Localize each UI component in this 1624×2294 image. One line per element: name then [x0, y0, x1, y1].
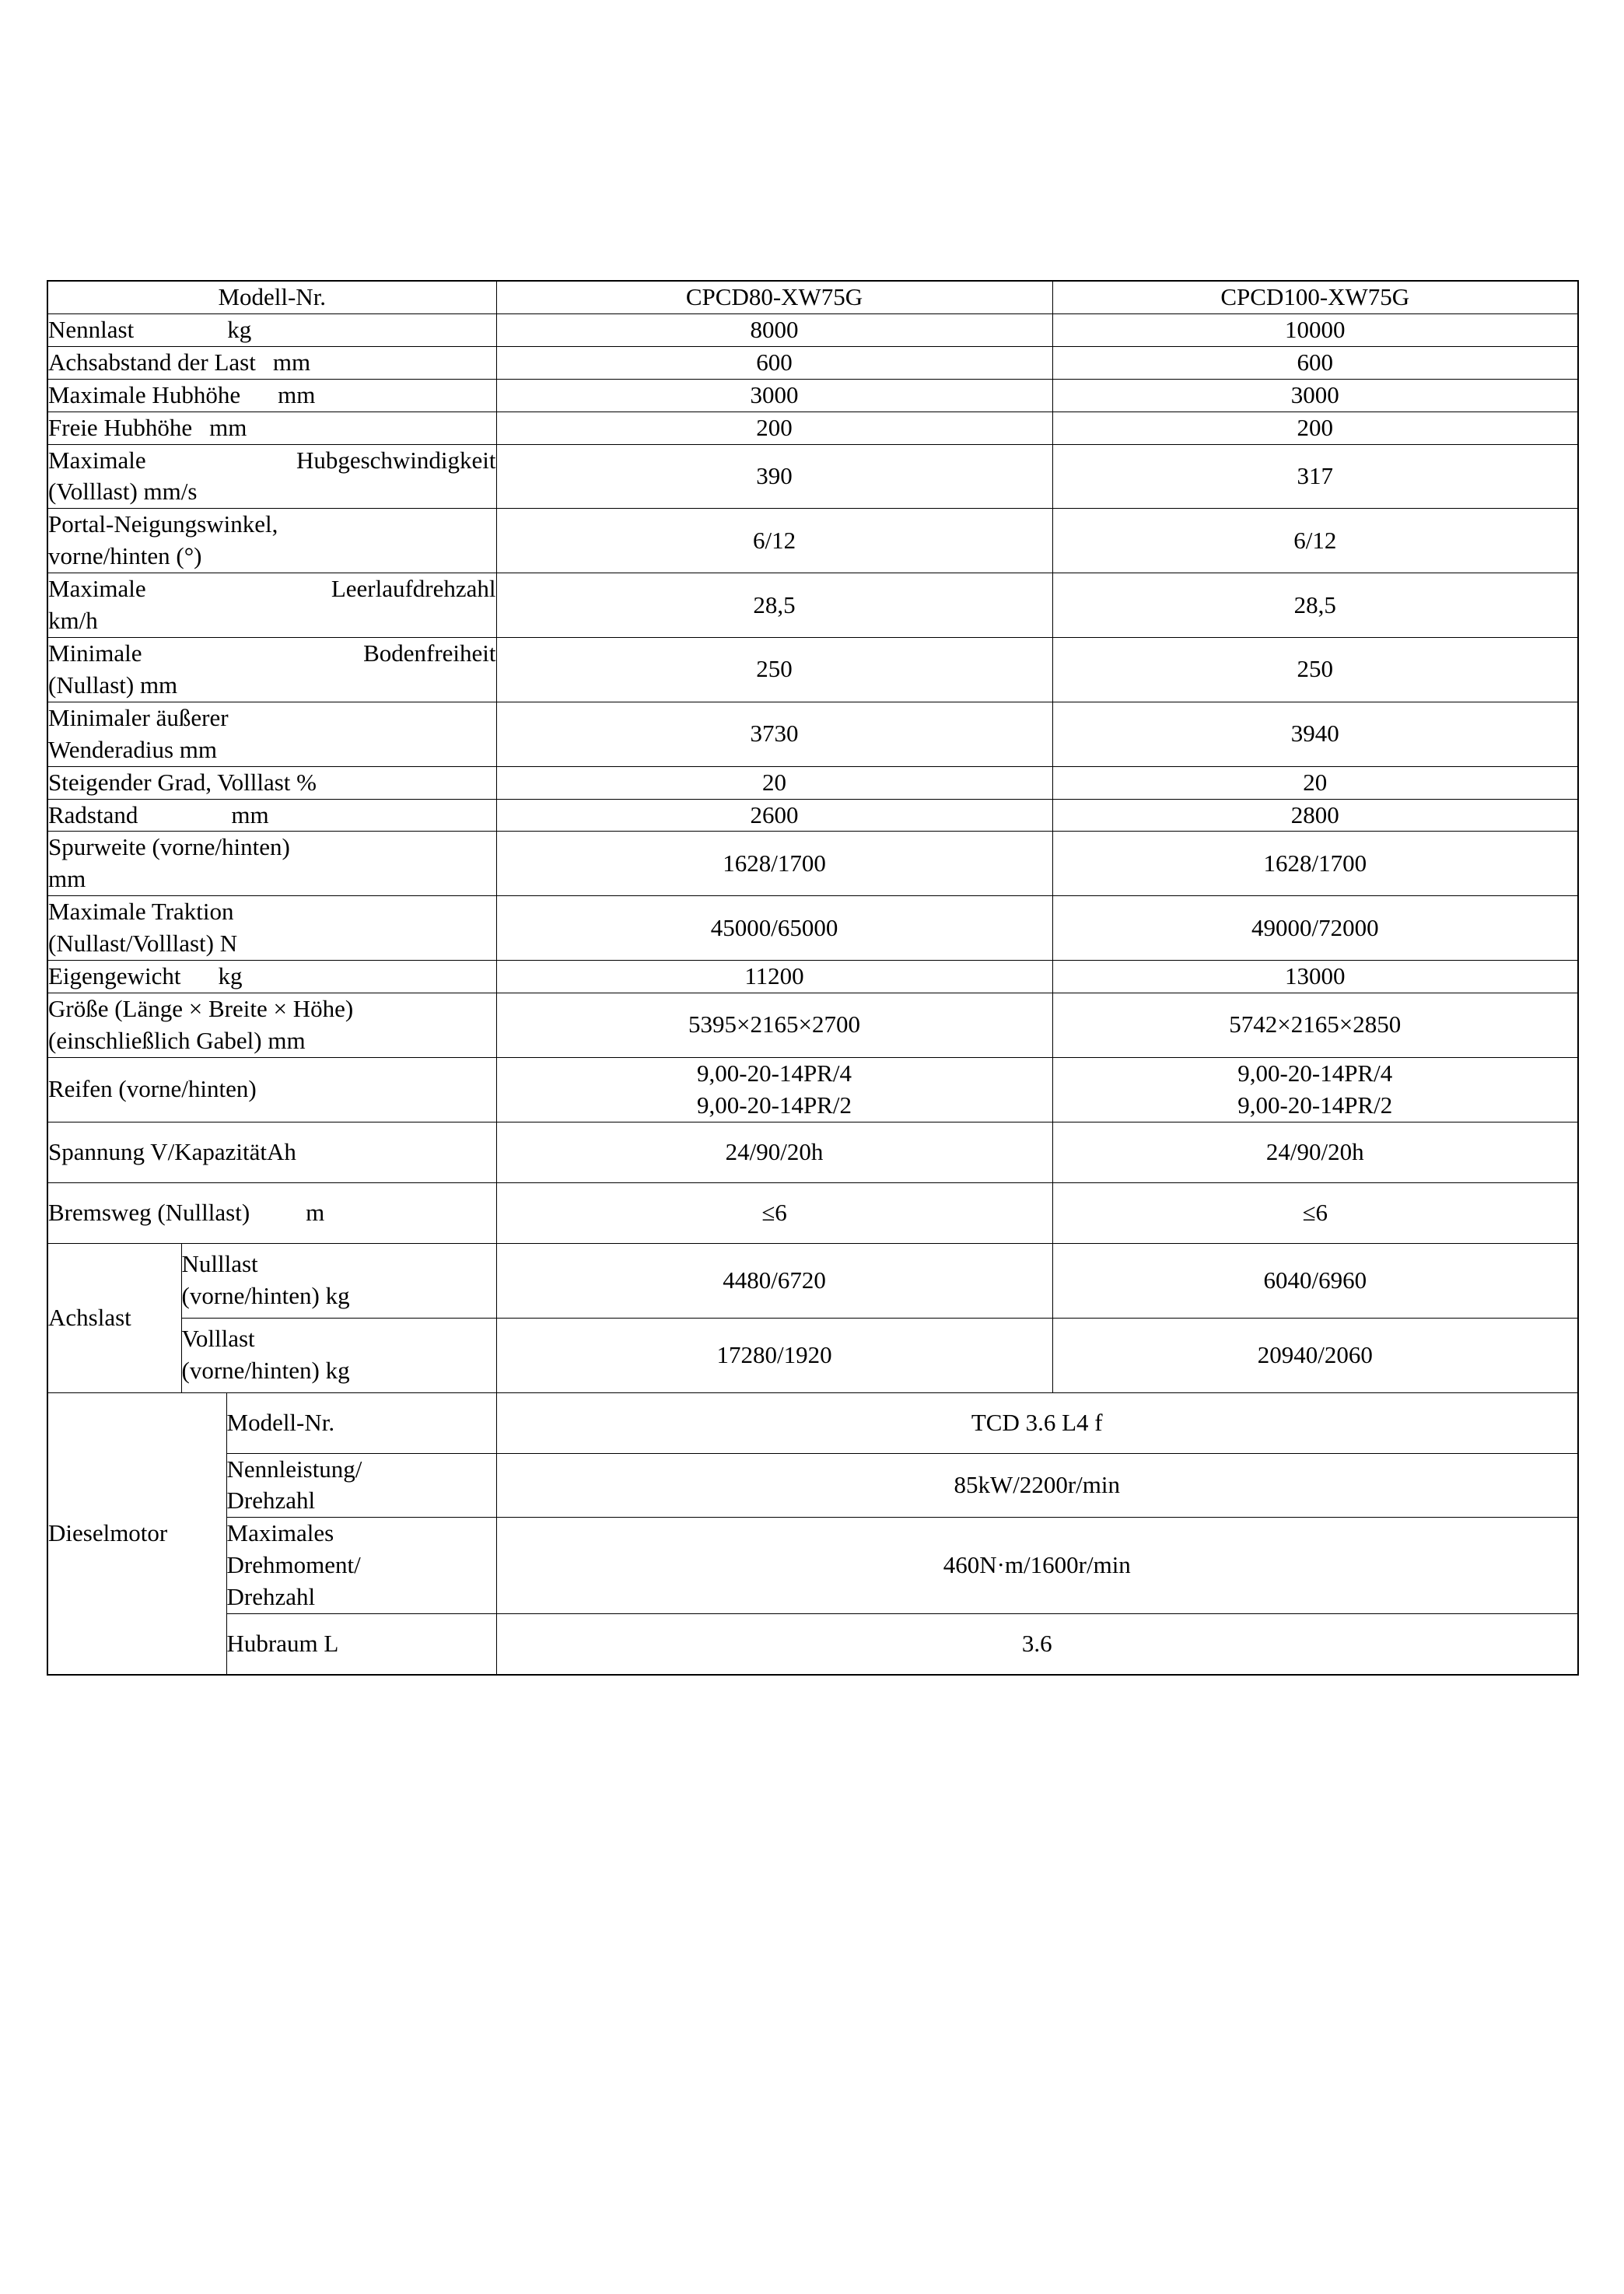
subrow-label — [226, 1453, 496, 1518]
group-label-axle-load: Achslast — [47, 1243, 181, 1392]
row-label — [47, 379, 496, 412]
table-row-engine-model — [47, 1392, 1578, 1453]
label-line-1: Minimale Bodenfreiheit — [48, 639, 496, 667]
sublabel-line-3: Drehzahl — [226, 1583, 316, 1611]
sublabel-line-1: Nulllast — [181, 1250, 258, 1278]
sublabel-line-1: Nennleistung/ — [226, 1455, 362, 1483]
row-label — [47, 702, 496, 766]
table-row — [47, 961, 1578, 993]
table-row — [47, 799, 1578, 832]
row-value-model2: 200 — [1052, 412, 1578, 444]
row-value-model1: 5395×2165×2700 — [496, 993, 1052, 1057]
row-value-merged: TCD 3.6 L4 f — [496, 1392, 1578, 1453]
row-value-model2: 13000 — [1052, 961, 1578, 993]
header-model-2: CPCD100-XW75G — [1052, 281, 1578, 313]
subrow-label — [181, 1318, 496, 1392]
label-line-2: Wenderadius mm — [48, 735, 218, 763]
row-value-model1: 600 — [496, 346, 1052, 379]
row-label: Spannung V/KapazitätAh — [47, 1122, 496, 1182]
value-line-2: 9,00-20-14PR/2 — [1237, 1091, 1393, 1119]
label-unit: mm — [231, 800, 269, 828]
row-value-model2: 317 — [1052, 444, 1578, 509]
table-row-engine-displacement — [47, 1614, 1578, 1675]
row-value-model2: 3000 — [1052, 379, 1578, 412]
row-label — [47, 346, 496, 379]
table-row — [47, 313, 1578, 346]
label-line-1: Maximale Hubgeschwindigkeit — [48, 446, 496, 474]
table-row — [47, 412, 1578, 444]
table-row — [47, 1182, 1578, 1243]
row-label — [47, 444, 496, 509]
row-label — [47, 993, 496, 1057]
table-row — [47, 379, 1578, 412]
row-label — [47, 412, 496, 444]
row-label: Steigender Grad, Volllast % — [47, 766, 496, 799]
row-value-model2: 6/12 — [1052, 509, 1578, 573]
table-row-axle-fullload — [47, 1318, 1578, 1392]
table-row — [47, 1057, 1578, 1122]
label-line-2: (einschließlich Gabel) mm — [48, 1026, 306, 1054]
row-value-model2: 5742×2165×2850 — [1052, 993, 1578, 1057]
table-row — [47, 573, 1578, 638]
row-value-model2: 20940/2060 — [1052, 1318, 1578, 1392]
value-line-1: 9,00-20-14PR/4 — [697, 1059, 852, 1087]
label-text: Achsabstand der Last — [48, 348, 256, 376]
row-value-model2: 10000 — [1052, 313, 1578, 346]
row-value-model1: 6/12 — [496, 509, 1052, 573]
row-value-model1: 24/90/20h — [496, 1122, 1052, 1182]
table-row — [47, 346, 1578, 379]
row-value-model2: 600 — [1052, 346, 1578, 379]
table-row — [47, 766, 1578, 799]
subrow-label: Modell-Nr. — [226, 1392, 496, 1453]
row-value-model1: ≤6 — [496, 1182, 1052, 1243]
row-value-model2: 3940 — [1052, 702, 1578, 766]
value-line-1: 9,00-20-14PR/4 — [1237, 1059, 1393, 1087]
label-text: Eigengewicht — [48, 962, 181, 990]
sublabel-line-2: (vorne/hinten) kg — [181, 1282, 350, 1310]
table-row — [47, 1122, 1578, 1182]
row-value-model1: 8000 — [496, 313, 1052, 346]
row-label — [47, 313, 496, 346]
subrow-label: Hubraum L — [226, 1614, 496, 1675]
row-value-model1: 45000/65000 — [496, 896, 1052, 961]
sublabel-line-1: Maximales — [226, 1519, 334, 1547]
row-value-merged: 85kW/2200r/min — [496, 1453, 1578, 1518]
table-row — [47, 993, 1578, 1057]
row-label — [47, 573, 496, 638]
row-value-model2: ≤6 — [1052, 1182, 1578, 1243]
row-value-model2: 1628/1700 — [1052, 832, 1578, 896]
row-label: Reifen (vorne/hinten) — [47, 1057, 496, 1122]
label-line-1: Maximale Traktion — [48, 898, 234, 926]
label-line-2: (Nullast/Volllast) N — [48, 930, 238, 958]
table-row — [47, 702, 1578, 766]
label-text: Bremsweg (Nulllast) — [48, 1198, 250, 1226]
row-value-model2: 49000/72000 — [1052, 896, 1578, 961]
label-line-1: Portal-Neigungswinkel, — [48, 510, 278, 538]
row-value-model2: 20 — [1052, 766, 1578, 799]
row-value-merged: 460N·m/1600r/min — [496, 1518, 1578, 1614]
row-label — [47, 1182, 496, 1243]
label-unit: mm — [272, 348, 311, 376]
row-value-model1: 3000 — [496, 379, 1052, 412]
row-value-model1: 4480/6720 — [496, 1243, 1052, 1318]
label-text: Maximale Hubhöhe — [48, 380, 241, 408]
row-value-model1: 3730 — [496, 702, 1052, 766]
table-row — [47, 896, 1578, 961]
label-line-1: Minimaler äußerer — [48, 703, 229, 731]
row-label — [47, 896, 496, 961]
row-value-model2: 2800 — [1052, 799, 1578, 832]
row-value-model2: 28,5 — [1052, 573, 1578, 638]
table-row-engine-torque — [47, 1518, 1578, 1614]
row-value-model1: 28,5 — [496, 573, 1052, 638]
sublabel-line-1: Volllast — [181, 1325, 255, 1353]
label-text: Freie Hubhöhe — [48, 413, 193, 441]
label-line-2: mm — [48, 865, 86, 893]
row-value-model1: 200 — [496, 412, 1052, 444]
value-line-2: 9,00-20-14PR/2 — [697, 1091, 852, 1119]
row-value-model1: 250 — [496, 637, 1052, 702]
table-row-axle-noload — [47, 1243, 1578, 1318]
table-header-row — [47, 281, 1578, 313]
row-value-merged: 3.6 — [496, 1614, 1578, 1675]
row-label — [47, 637, 496, 702]
label-line-1: Spurweite (vorne/hinten) — [48, 833, 290, 861]
label-text: Radstand — [48, 800, 138, 828]
row-value-model1: 390 — [496, 444, 1052, 509]
label-unit: kg — [227, 315, 252, 343]
specification-table — [47, 280, 1579, 1676]
label-line-1: Maximale Leerlaufdrehzahl — [48, 575, 496, 603]
row-label — [47, 509, 496, 573]
label-line-2: km/h — [48, 607, 98, 635]
table-row-engine-power — [47, 1453, 1578, 1518]
label-line-1: Größe (Länge × Breite × Höhe) — [48, 994, 354, 1022]
table-row — [47, 444, 1578, 509]
table-row — [47, 509, 1578, 573]
row-value-model1 — [496, 1057, 1052, 1122]
label-unit: mm — [209, 413, 247, 441]
sublabel-line-2: Drehmoment/ — [226, 1551, 361, 1579]
label-line-2: (Nullast) mm — [48, 671, 178, 699]
row-value-model1: 17280/1920 — [496, 1318, 1052, 1392]
row-label — [47, 832, 496, 896]
row-label — [47, 799, 496, 832]
label-line-2: vorne/hinten (°) — [48, 542, 202, 570]
header-model-1: CPCD80-XW75G — [496, 281, 1052, 313]
row-value-model2: 24/90/20h — [1052, 1122, 1578, 1182]
row-value-model2 — [1052, 1057, 1578, 1122]
label-unit: kg — [218, 962, 243, 990]
header-model-label: Modell-Nr. — [47, 281, 496, 313]
row-value-model2: 6040/6960 — [1052, 1243, 1578, 1318]
row-value-model1: 2600 — [496, 799, 1052, 832]
label-text: Nennlast — [48, 315, 135, 343]
label-line-2: (Volllast) mm/s — [48, 478, 198, 506]
table-row — [47, 637, 1578, 702]
row-value-model2: 250 — [1052, 637, 1578, 702]
table-row — [47, 832, 1578, 896]
sublabel-line-2: (vorne/hinten) kg — [181, 1357, 350, 1385]
row-value-model1: 1628/1700 — [496, 832, 1052, 896]
row-value-model1: 20 — [496, 766, 1052, 799]
subrow-label — [226, 1518, 496, 1614]
subrow-label — [181, 1243, 496, 1318]
label-unit: mm — [278, 380, 316, 408]
row-value-model1: 11200 — [496, 961, 1052, 993]
specification-table-container — [47, 280, 1577, 1676]
label-unit: m — [306, 1198, 325, 1226]
row-label — [47, 961, 496, 993]
sublabel-line-2: Drehzahl — [226, 1487, 316, 1515]
group-label-diesel-engine: Dieselmotor — [47, 1392, 226, 1675]
